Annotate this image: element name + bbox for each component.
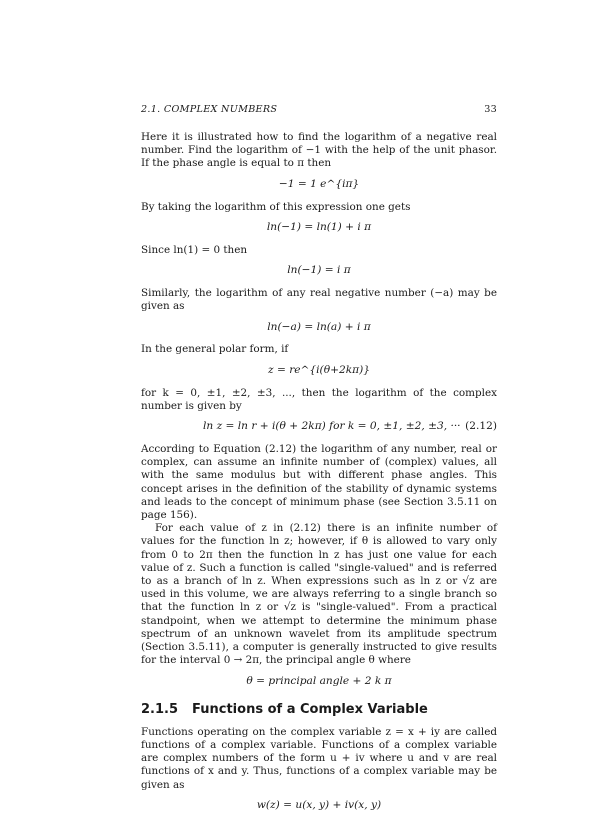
paragraph: Since ln(1) = 0 then <box>141 243 248 256</box>
section-number: 2.1.5 <box>141 702 179 718</box>
equation: ln(−a) = ln(a) + i π <box>267 320 371 333</box>
paragraph: For each value of z in (2.12) there is an infinite number of values for the function ln z; however, if θ is allowed to vary only from 0 to 2π then the function ln z has just one value for each value of z. Such a function is called "single-valued" and is referred to as a branch of ln z. When expressions such as ln z or √z are used in this volume, we are always referring to a single branch so that the function ln z or √z is "single-valued". From a practical standpoint, when we attempt to determine the minimum phase spectrum of an unknown wavelet from its amplitude spectrum (Section 3.5.11), a computer is generally instructed to give results for the interval 0 → 2π, the principal angle θ where <box>141 522 497 667</box>
paragraph: Functions operating on the complex variable z = x + iy are called functions of a complex variable. Functions of a complex variable are complex numbers of the form u + iv where u and v are real functions of x and y. Thus, functions of a complex variable may be given as <box>141 725 497 791</box>
section-title: Functions of a Complex Variable <box>192 702 428 718</box>
paragraph: Here it is illustrated how to find the logarithm of a negative real number. Find the logarithm of −1 with the help of the unit phasor. If the phase angle is equal to π then <box>141 131 497 170</box>
equation-body: ln z = ln r + i(θ + 2kπ) for k = 0, ±1, ±2, ±3, ··· <box>203 420 461 433</box>
section-heading <box>141 703 497 716</box>
paragraph: By taking the logarithm of this expression one gets <box>141 200 411 213</box>
paragraph: In the general polar form, if <box>141 343 289 356</box>
paragraph: According to Equation (2.12) the logarithm of any number, real or complex, can assume an infinite number of (complex) values, all with the same modulus but with different phase angles. This concept arises in the definition of the stability of dynamic systems and leads to the concept of minimum phase (see Section 3.5.11 on page 156). <box>141 443 497 522</box>
equation-2-12 <box>141 419 497 435</box>
equation: −1 = 1 e^{iπ} <box>278 178 360 190</box>
running-head-section: 2.1. COMPLEX NUMBERS <box>141 104 278 115</box>
equation: ln(−1) = ln(1) + i π <box>266 221 372 234</box>
running-head <box>141 103 497 117</box>
equation-number: (2.12) <box>465 420 497 433</box>
equation: ln(−1) = i π <box>287 264 351 277</box>
page-number: 33 <box>484 104 497 115</box>
page-body <box>141 103 497 822</box>
equation: θ = principal angle + 2 k π <box>246 674 392 687</box>
paragraph: for k = 0, ±1, ±2, ±3, ..., then the logarithm of the complex number is given by <box>141 386 497 412</box>
paragraph: Similarly, the logarithm of any real negative number (−a) may be given as <box>141 287 497 313</box>
equation: z = re^{i(θ+2kπ)} <box>268 364 370 377</box>
equation: w(z) = u(x, y) + iv(x, y) <box>256 799 382 812</box>
